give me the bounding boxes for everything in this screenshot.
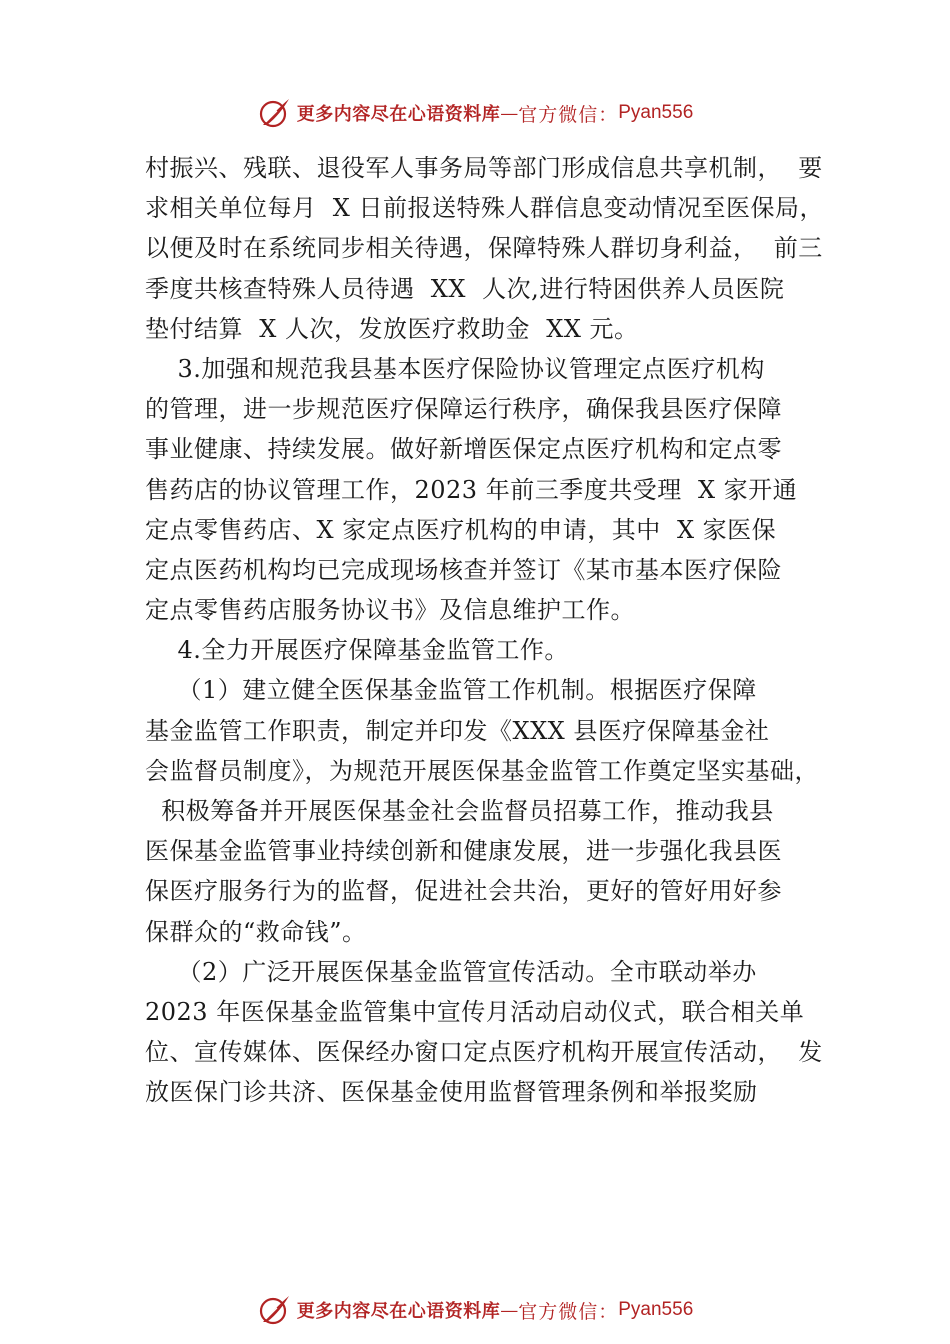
header-dash: — [500,102,519,124]
footer-brand-text: 更多内容尽在心语资料库 [296,1301,501,1322]
text-line: 医保基金监管事业持续创新和健康发展，进一步强化我县医 [145,837,782,866]
text-line: 放医保门诊共济、医保基金使用监督管理条例和举报奖励 [145,1078,758,1107]
text-line: 以便及时在系统同步相关待遇，保障特殊人群切身利益， 前三 [145,234,823,263]
text-line: 村振兴、残联、退役军人事务局等部门形成信息共享机制， 要 [145,154,823,182]
header-wechat-id: Pyan556 [618,102,694,123]
text-line: 位、宣传媒体、医保经办窗口定点医疗机构开展宣传活动， 发 [145,1038,823,1067]
footer-banner [0,1290,950,1330]
text-line: 会监督员制度》，为规范开展医保基金监管工作奠定坚实基础， [145,756,819,785]
footer-dash: — [500,1299,519,1321]
text-line: 的管理，进一步规范医疗保障运行秩序，确保我县医疗保障 [145,395,782,424]
text-line: 基金监管工作职责，制定并印发《XXX 县医疗保障基金社 [145,716,770,745]
header-brand-text: 更多内容尽在心语资料库 [296,104,501,125]
text-line: 事业健康、持续发展。做好新增医保定点医疗机构和定点零 [145,435,782,464]
text-line: 保群众的“救命钱”。 [145,917,367,946]
quill-pen-logo-icon [257,1292,293,1328]
quill-pen-logo-icon [257,95,293,131]
text-line: （1）建立健全医保基金监管工作机制。根据医疗保障 [145,676,757,705]
header-wechat-label: 官方微信： [518,103,619,126]
text-line: 定点医药机构均已完成现场核查并签订《某市基本医疗保险 [145,555,782,584]
header-banner [0,93,950,133]
text-line: 定点零售药店服务协议书》及信息维护工作。 [145,596,635,625]
text-line: 求相关单位每月 X 日前报送特殊人群信息变动情况至医保局， [145,194,824,223]
footer-wechat-label: 官方微信： [518,1300,619,1323]
text-line: 保医疗服务行为的监督，促进社会共治，更好的管好用好参 [145,877,782,906]
text-line: （2）广泛开展医保基金监管宣传活动。全市联动举办 [145,957,757,986]
text-line: 季度共核查特殊人员待遇 XX 人次,进行特困供养人员医院 [145,274,785,303]
footer-wechat-id: Pyan556 [618,1299,694,1320]
text-line: 3.加强和规范我县基本医疗保险协议管理定点医疗机构 [145,354,765,383]
text-line: 2023 年医保基金监管集中宣传月活动启动仪式，联合相关单 [145,997,805,1026]
text-line: 4.全力开展医疗保障基金监管工作。 [145,636,569,665]
text-line: 定点零售药店、X 家定点医疗机构的申请，其中 X 家医保 [145,515,777,544]
text-line: 售药店的协议管理工作，2023 年前三季度共受理 X 家开通 [145,475,798,504]
document-body [145,148,825,1113]
text-line: 垫付结算 X 人次，发放医疗救助金 XX 元。 [145,314,639,343]
text-line: 积极筹备并开展医保基金社会监督员招募工作，推动我县 [145,797,774,825]
